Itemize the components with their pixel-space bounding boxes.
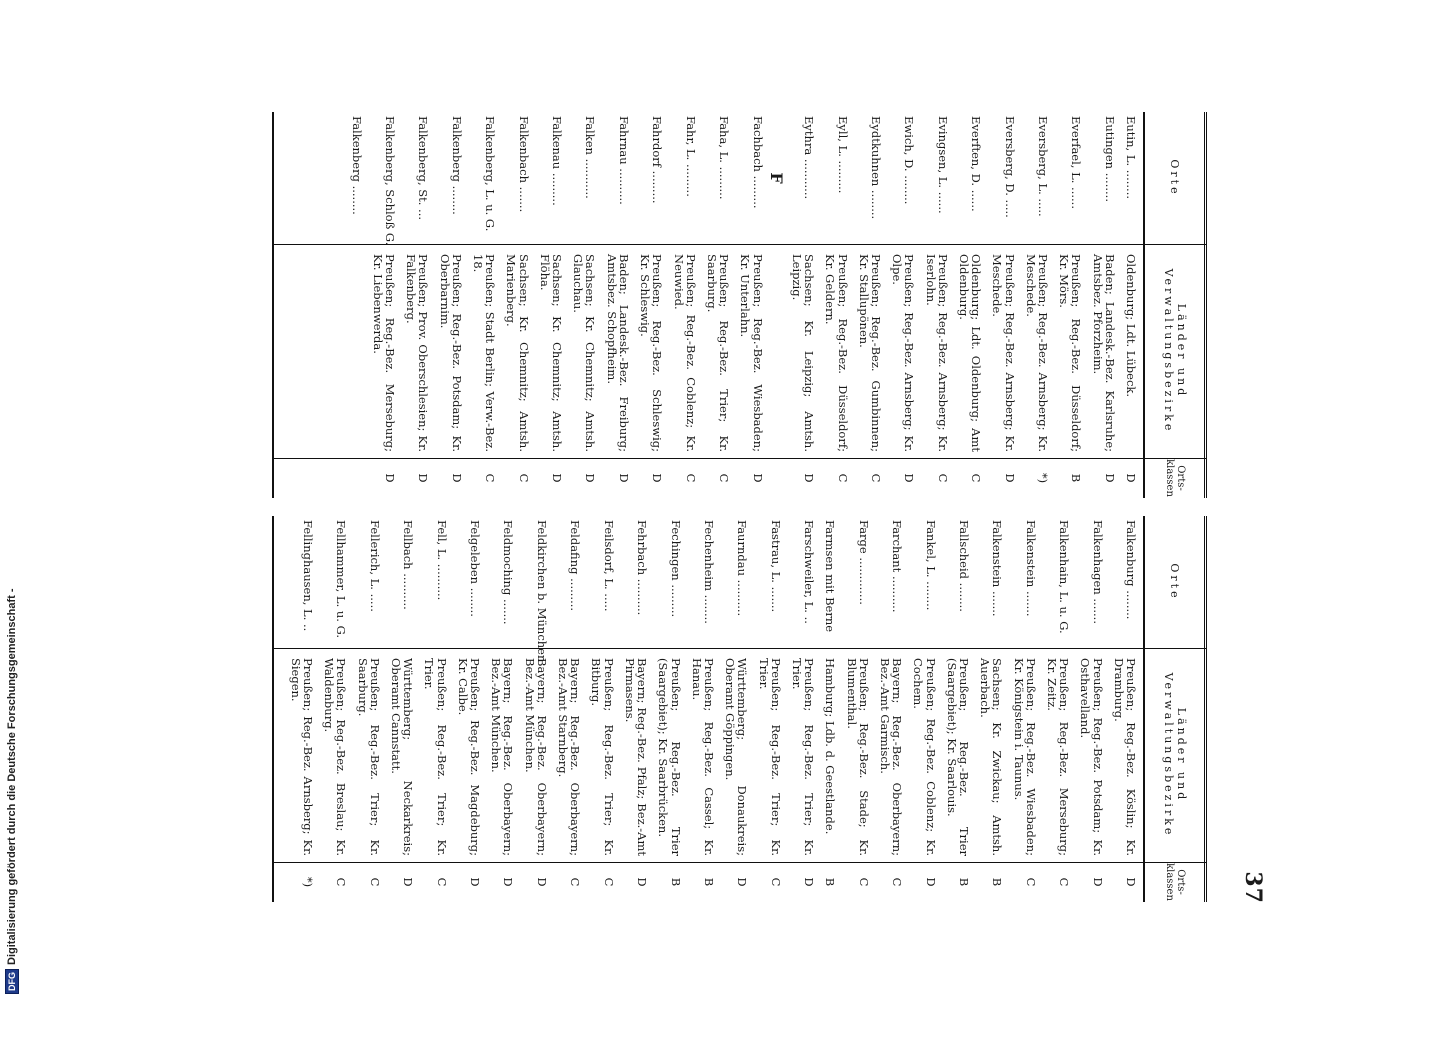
class-cell: D [1124, 877, 1138, 887]
rule [272, 112, 274, 498]
place-cell: Feldmoching ....... [501, 520, 516, 625]
class-cell: D [902, 473, 917, 483]
page-wrap [272, 112, 1266, 1047]
place-cell: Fallscheid ........ [956, 520, 971, 612]
admin-cell: Preußen; Reg.-Bez. Breslau; Kr. Waldenburg. [322, 658, 349, 856]
table-row [791, 516, 815, 902]
table-row [557, 516, 581, 902]
place-cell: Falkenstein ....... [990, 520, 1005, 617]
admin-cell: Preußen; Reg.-Bez. Trier; Kr. Bitburg. [589, 658, 616, 856]
table-row [438, 112, 462, 498]
place-cell: Fellerich, L. ..... [367, 520, 382, 612]
table-row [691, 516, 715, 902]
place-cell: Fahrdorf ......... [650, 116, 665, 204]
admin-cell: Preußen; Reg.-Bez. Stade; Kr. Blumenthal. [844, 658, 871, 856]
table-row [390, 516, 414, 902]
place-cell: Fellhammer, L. u. G. [334, 520, 349, 639]
table-row [1113, 516, 1137, 902]
table-row [991, 112, 1015, 498]
place-cell: Falkenberg, Schloß G. [383, 116, 398, 246]
class-cell: C [969, 473, 984, 483]
admin-cell: Preußen; Reg.-Bez. Coblenz; Kr. Neuwied. [671, 254, 698, 452]
place-cell: Eversberg, D. ..... [1002, 116, 1017, 218]
table-row [457, 516, 481, 902]
admin-cell: Sachsen; Kr. Zwickau; Amtsh. Auerbach. [978, 658, 1005, 856]
admin-cell: Preußen; Prov. Oberschlesien; Kr. Falkenberg. [404, 254, 431, 452]
place-cell: Farge ............. [856, 520, 871, 605]
class-cell: C [1023, 877, 1038, 887]
admin-cell: Preußen; Reg.-Bez. Arnsberg; Kr. Meschede. [990, 254, 1017, 452]
table-row [924, 112, 948, 498]
class-cell: C [483, 473, 498, 483]
table-row [1058, 112, 1082, 498]
admin-cell: Preußen; Reg.-Bez. Magdeburg; Kr. Calbe. [455, 658, 483, 856]
admin-cell: Preußen; Reg.-Bez. Cassel; Kr. Hanau. [689, 658, 716, 856]
header-admin: Länder und Verwaltungsbezirke [1162, 268, 1188, 434]
class-cell: D [534, 877, 549, 887]
admin-cell: Preußen; Reg.-Bez. Trier; Kr. Saarburg. [355, 658, 382, 856]
table-body-left [341, 112, 1137, 498]
admin-cell: Oldenburg; Ldt. Lübeck. [1124, 254, 1138, 398]
admin-cell: Preußen; Reg.-Bez. Arnsberg; Kr. Meschede. [1023, 254, 1050, 452]
table-row [505, 112, 529, 498]
table-row [891, 112, 915, 498]
document-page [272, 112, 1266, 912]
admin-cell: Preußen; Reg.-Bez. Arnsberg; Kr. Olpe. [890, 254, 917, 452]
class-cell: B [668, 877, 683, 887]
place-cell: Eythra ........... [802, 116, 817, 200]
admin-cell: Preußen; Reg.-Bez. Trier; Kr. Trier. [756, 658, 783, 856]
place-cell: Farmsen mit Berne [823, 520, 838, 633]
table-row [858, 112, 882, 498]
admin-cell: Preußen; Stadt Berlin; Verw.-Bez. 18. [471, 254, 498, 452]
class-cell: D [802, 473, 817, 483]
admin-cell: Preußen; Reg.-Bez. Gumbinnen; Kr. Stallupönen. [856, 254, 883, 452]
table-row [706, 112, 730, 498]
class-cell: D [616, 473, 631, 483]
admin-cell: Preußen; Reg.-Bez. Trier; Kr. Trier. [422, 658, 449, 856]
place-cell: Faha, L. ......... [717, 116, 732, 200]
table-row [657, 516, 681, 902]
class-cell: D [1002, 473, 1017, 483]
rule [1204, 112, 1207, 498]
side-credit-label: Digitalisierung gefördert durch die Deutsche Forschungsgemeinschaft - [6, 588, 18, 965]
class-cell: D [923, 877, 938, 887]
place-cell: Everfael, L. ...... [1069, 116, 1084, 209]
place-cell: Fachbach ......... [750, 116, 765, 209]
place-cell: Falkenstein ....... [1023, 520, 1038, 617]
admin-cell: Bayern; Reg.-Bez. Oberbayern; Bez.-Amt München. [522, 658, 549, 856]
place-cell: Falkenberg, St. ... [416, 116, 431, 221]
place-cell: Fahrnau .......... [616, 116, 631, 205]
place-cell: Falkenburg ........ [1124, 520, 1138, 620]
class-cell: C [856, 877, 871, 887]
admin-cell: Preußen; Reg.-Bez. Potsdam; Kr. Oberbarnim. [437, 254, 464, 452]
admin-cell: Preußen; Reg.-Bez. Düsseldorf; Kr. Mörs. [1057, 254, 1084, 452]
class-cell: D [635, 877, 650, 887]
admin-cell: Preußen; Reg.-Bez. Trier (Saargebiet); Kr. Saarlouis. [944, 658, 971, 856]
class-cell: D [468, 877, 483, 887]
table-row [1046, 516, 1070, 902]
table-row [1125, 112, 1137, 498]
class-cell: C [1057, 877, 1072, 887]
admin-cell: Bayern; Reg.-Bez. Pfalz; Bez.-Amt Pirmasens. [622, 658, 650, 856]
table-row [490, 516, 514, 902]
place-cell: Falkenberg, L. u. G. [483, 116, 498, 232]
table-row [958, 112, 982, 498]
class-cell: C [367, 877, 382, 887]
admin-cell: Sachsen; Kr. Chemnitz; Amtsh. Flöha. [537, 254, 565, 452]
class-cell: D [383, 473, 398, 483]
header-place: Orte [1168, 159, 1182, 197]
admin-cell: Preußen; Reg.-Bez. Wiesbaden; Kr. Königstein i. Taunus. [1011, 658, 1038, 856]
place-cell: Falkenau ......... [550, 116, 565, 206]
table-row [590, 516, 614, 902]
table-row [423, 516, 447, 902]
rule [272, 516, 274, 902]
place-cell: Everften, D. ...... [969, 116, 984, 212]
admin-cell: Sachsen; Kr. Chemnitz; Amtsh. Marienberg. [504, 254, 531, 452]
table-row [639, 112, 663, 498]
class-cell: C [516, 473, 531, 483]
place-cell: Falkenberg ........ [449, 116, 464, 215]
class-cell: D [1124, 473, 1138, 483]
class-cell: B [956, 877, 971, 887]
admin-cell: Preußen; Reg.-Bez. Trier; Kr. Trier. [789, 658, 817, 856]
place-cell: Farschweiler, L. .. [802, 520, 817, 624]
place-cell: Farchant .......... [890, 520, 905, 613]
admin-cell: Baden; Landesk.-Bez. Freiburg; Amtsbez. Schopfheim. [604, 254, 631, 452]
class-cell: D [449, 473, 464, 483]
admin-cell: Preußen; Reg.-Bez. Trier; Kr. Saarburg. [704, 254, 732, 452]
class-cell: B [1069, 473, 1084, 483]
table-row [845, 516, 869, 902]
page-number: 37 [1240, 871, 1266, 904]
table-row [672, 112, 696, 498]
admin-cell: Preußen; Reg.-Bez. Arnsberg; Kr. Siegen. [288, 658, 316, 856]
place-cell: Fechingen ......... [668, 520, 683, 618]
table-row [405, 112, 429, 498]
class-cell: B [823, 877, 838, 887]
admin-cell: Preußen; Reg.-Bez. Wiesbaden; Kr. Unterlahn. [738, 254, 765, 452]
table-row [979, 516, 1003, 902]
place-cell: Faurndau .......... [735, 520, 750, 617]
class-cell: B [701, 877, 716, 887]
table-row [372, 112, 396, 498]
place-cell: Fellbach .......... [401, 520, 416, 610]
header-place: Orte [1168, 563, 1182, 601]
admin-cell: Hamburg; Ldb. d. Geestlande. [823, 658, 838, 835]
table-row [1091, 112, 1115, 498]
table-row [523, 516, 547, 902]
class-cell: C [868, 473, 883, 483]
header-class: Orts-klassen [1164, 863, 1186, 901]
rule [1143, 112, 1145, 498]
place-cell: Eydtkuhnen ........ [868, 116, 883, 220]
class-cell: C [768, 877, 783, 887]
admin-cell: Preußen; Reg.-Bez. Trier (Saargebiet); Kr. Saarbrücken. [656, 658, 683, 856]
class-cell: C [334, 877, 349, 887]
table-row [912, 516, 936, 902]
place-cell: Fastrau, L. ....... [768, 520, 783, 613]
admin-cell: Preußen; Reg.-Bez. Schleswig; Kr. Schleswig. [638, 254, 665, 452]
class-cell: *) [301, 876, 316, 888]
class-cell: C [568, 877, 583, 887]
admin-cell: Preußen; Reg.-Bez. Merseburg; Kr. Liebenwerda. [370, 254, 398, 452]
table-row [624, 516, 648, 902]
admin-cell: Bayern; Reg.-Bez. Oberbayern; Bez.-Amt Garmisch. [877, 658, 905, 856]
place-cell: Eutingen ........ [1102, 116, 1117, 202]
table-row [824, 112, 848, 498]
table-row [606, 112, 630, 498]
table-row [824, 516, 836, 902]
place-cell: Feldkirchen b. München [534, 520, 549, 663]
class-cell: D [735, 877, 750, 887]
dfg-logo: DFG [5, 969, 19, 994]
table-row [1025, 112, 1049, 498]
class-cell: C [683, 473, 698, 483]
admin-cell: Preußen; Reg.-Bez. Düsseldorf; Kr. Geldern. [823, 254, 850, 452]
table-body-right [281, 516, 1137, 902]
table-row [791, 112, 815, 498]
class-cell: D [550, 473, 565, 483]
header-admin: Länder und Verwaltungsbezirke [1162, 672, 1188, 838]
place-cell: Fankel, L. ........ [923, 520, 938, 611]
place-cell: Falken ........... [583, 116, 598, 199]
place-cell: Fellinghausen, L. .. [301, 520, 316, 632]
rule [1143, 516, 1145, 902]
table-row [739, 112, 763, 498]
admin-cell: Sachsen; Kr. Chemnitz; Amtsh. Glauchau. [571, 254, 598, 452]
admin-cell: Baden; Landesk.-Bez. Karlsruhe; Amtsbez. Pforzheim. [1090, 254, 1117, 452]
table-row [472, 112, 496, 498]
class-cell: C [601, 877, 616, 887]
table-row [290, 516, 314, 902]
place-cell: Eversberg, L. ..... [1035, 116, 1050, 217]
place-cell: Feilsdorf, L. ..... [601, 520, 616, 612]
class-cell: D [1090, 877, 1105, 887]
admin-cell: Preußen; Reg.-Bez. Potsdam; Kr. Osthavelland. [1078, 658, 1105, 856]
table-row [350, 112, 362, 498]
admin-cell: Württemberg; Donaukreis; Oberamt Göppingen. [723, 658, 750, 856]
admin-cell: Sachsen; Kr. Leipzig; Amtsh. Leipzig. [789, 254, 817, 452]
class-cell: D [750, 473, 765, 483]
class-cell: D [1102, 473, 1117, 483]
admin-cell: Preußen; Reg.-Bez. Arnsberg; Kr. Iserlohn. [923, 254, 950, 452]
place-cell: Falkenberg ........ [349, 116, 364, 215]
admin-cell: Oldenburg; Ldt. Oldenburg; Amt Oldenburg. [956, 254, 984, 452]
header-class: Orts-klassen [1164, 459, 1186, 497]
place-cell: Fechenheim ........ [701, 520, 716, 624]
place-cell: Fahr, L. ......... [683, 116, 698, 197]
place-cell: Fehrbach .......... [635, 520, 650, 616]
table-row [1012, 516, 1036, 902]
table-half-right [272, 516, 1207, 902]
table-row [356, 516, 380, 902]
place-cell: Felgeleben ........ [468, 520, 483, 617]
rule [1204, 516, 1207, 902]
class-cell: C [835, 473, 850, 483]
class-cell: C [717, 473, 732, 483]
place-cell: Evingsen, L. ...... [935, 116, 950, 214]
table-row [879, 516, 903, 902]
class-cell: D [802, 877, 817, 887]
place-cell: Falkenhagen ....... [1090, 520, 1105, 624]
place-cell: Falkenbach ....... [516, 116, 531, 213]
place-cell: Feldafing ......... [568, 520, 583, 612]
class-cell: B [990, 877, 1005, 887]
class-cell: D [583, 473, 598, 483]
table-row [539, 112, 563, 498]
place-cell: Eyll, L. ......... [835, 116, 850, 194]
class-cell: *) [1035, 472, 1050, 484]
class-cell: C [935, 473, 950, 483]
admin-cell: Preußen; Reg.-Bez. Coblenz; Kr. Cochem. [911, 658, 938, 856]
table-row [1079, 516, 1103, 902]
side-credit-text [2, 588, 22, 994]
place-cell: Falkenhain, L. u. G. [1057, 520, 1072, 634]
section-letter: F [766, 172, 786, 184]
table-half-left [272, 112, 1207, 498]
class-cell: D [650, 473, 665, 483]
admin-cell: Württemberg; Neckarkreis; Oberamt Cannstatt. [389, 658, 416, 856]
place-cell: Eutin, L. ........ [1124, 116, 1138, 200]
side-credit [2, 588, 22, 994]
table-row [323, 516, 347, 902]
class-cell: C [890, 877, 905, 887]
class-cell: D [401, 877, 416, 887]
table-row [757, 516, 781, 902]
admin-cell: Bayern; Reg.-Bez. Oberbayern; Bez.-Amt Starnberg. [556, 658, 583, 856]
place-cell: Ewich, D. ........ [902, 116, 917, 205]
class-cell: C [434, 877, 449, 887]
admin-cell: Preußen; Reg.-Bez. Merseburg; Kr. Zeitz. [1044, 658, 1072, 856]
class-cell: D [416, 473, 431, 483]
place-cell: Fell, L. .......... [434, 520, 449, 601]
class-cell: D [501, 877, 516, 887]
admin-cell: Preußen; Reg.-Bez. Köslin; Kr. Dramburg. [1111, 658, 1138, 856]
table-row [572, 112, 596, 498]
table-row [724, 516, 748, 902]
table-row [946, 516, 970, 902]
admin-cell: Bayern; Reg.-Bez. Oberbayern; Bez.-Amt München. [489, 658, 516, 856]
